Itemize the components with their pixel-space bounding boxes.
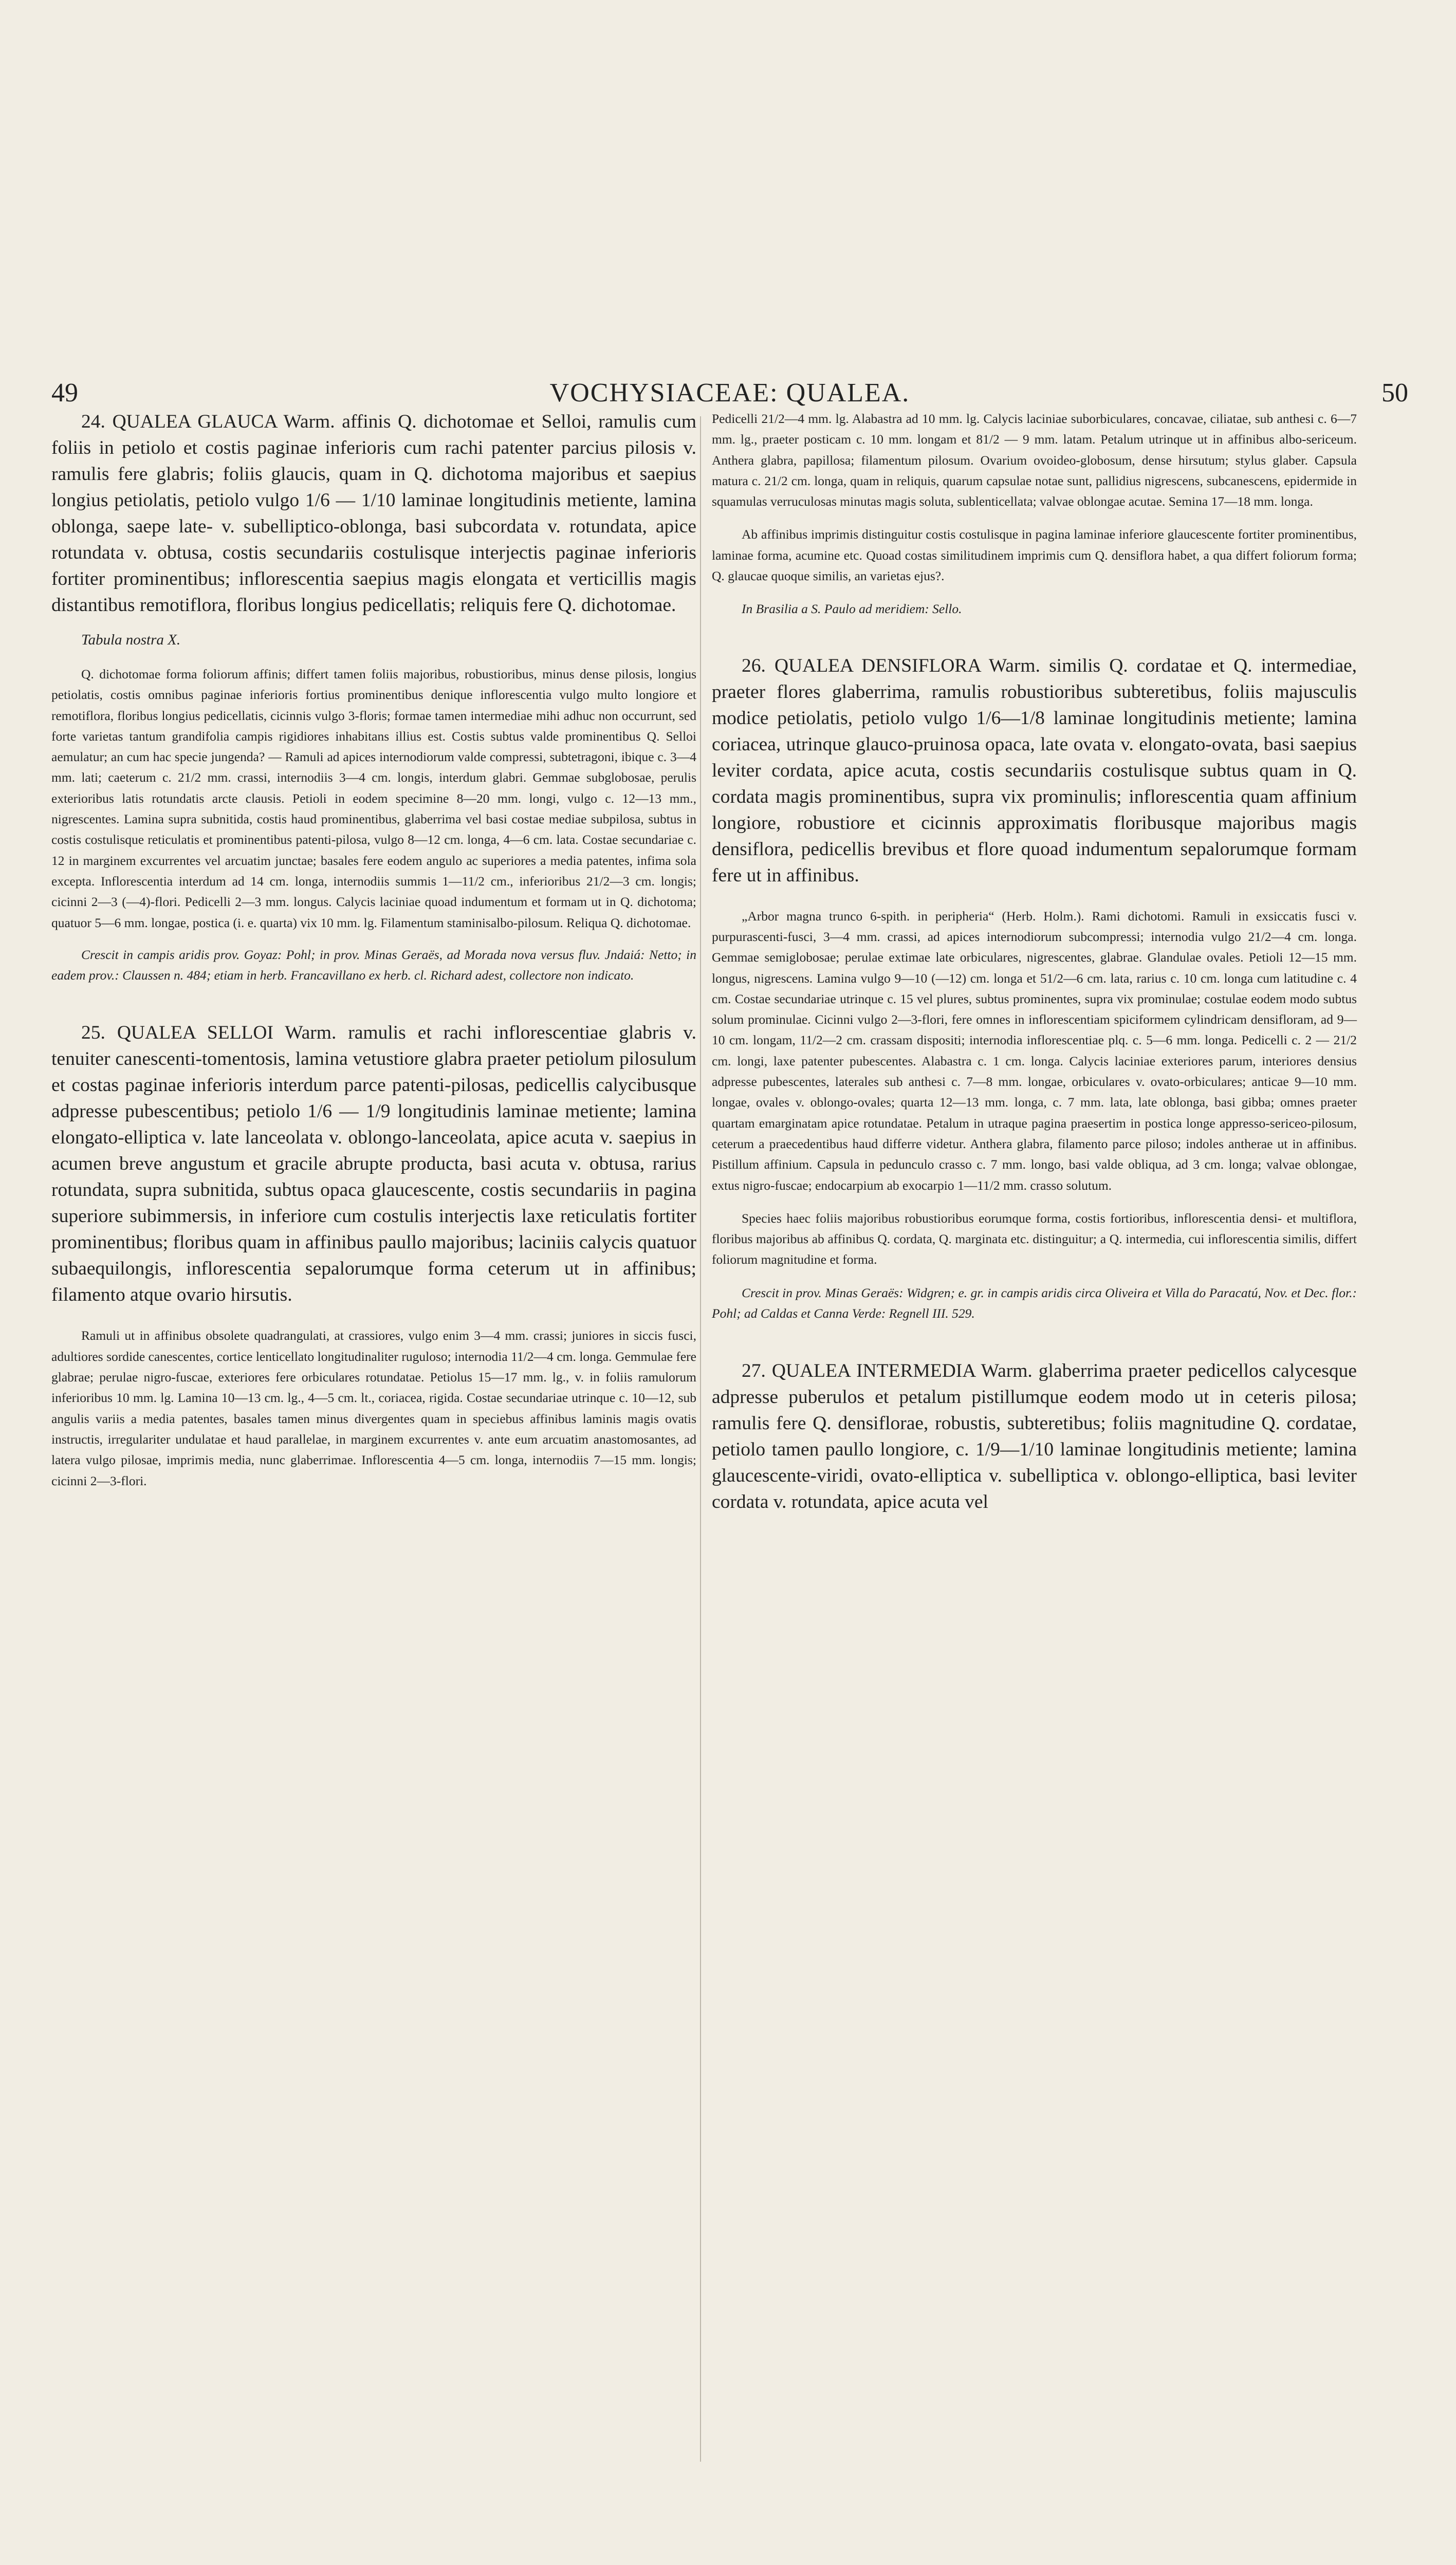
species-27-description: 27. QUALEA INTERMEDIA Warm. glaberrima praeter pedicellos calycesque adpresse puberulos et petalum pistillumque eodem modo ut in ceteris pilosa; ramulis fere Q. densiflorae, robustis, subteretibus; foliis magnitudine Q. cordatae, petiolo tamen paullo longiore, c. 1/9—1/10 laminae longitudinis metiente; lamina glaucescente-viridi, ovato-elliptica v. subelliptica v. oblongo-elliptica, basi leviter cordata v. rotundata, apice acuta vel	[712, 1360, 1357, 1513]
page-number-left: 49	[51, 378, 78, 408]
page-header	[51, 378, 1408, 409]
species-24-description: 24. QUALEA GLAUCA Warm. affinis Q. dichotomae et Selloi, ramulis cum foliis in petiolo et costis paginae inferioris cum rachi patenter parcius pilosis v. ramulis fere glabris; foliis glaucis, quam in Q. dichotoma majoribus et saepius longius petiolatis, petiolo vulgo 1/6 — 1/10 laminae longitudinis metiente, lamina oblonga, saepe late- v. subelliptico-oblonga, basi subcordata v. rotundata, apice rotundata v. obtusa, costis secundariis costulisque interjectis paginae inferioris fortiter prominentibus; inflorescentia saepius magis elongata et verticillis magis distantibus remotiflora, floribus longius pedicellatis; reliquis fere Q. dichotomae.	[51, 411, 696, 616]
column-divider	[700, 416, 701, 2462]
species-26-remarks: Species haec foliis majoribus robustioribus eorumque forma, costis fortioribus, inflorescentia densi- et multiflora, floribus majoribus ab affinibus Q. cordata, Q. marginata etc. distinguitur; a Q. intermedia, cui inflorescentia similis, differt foliorum magnitudine et forma.	[712, 1210, 1357, 1267]
species-26-habitat: Crescit in prov. Minas Geraës: Widgren; e. gr. in campis aridis circa Oliveira et Villa do Paracatú, Nov. et Dec. flor.: Pohl; ad Caldas et Canna Verde: Regnell III. 529.	[712, 1285, 1357, 1321]
species-25-habitat: In Brasilia a S. Paulo ad meridiem: Sello.	[742, 601, 962, 617]
species-26-notes: „Arbor magna trunco 6-spith. in peripheria“ (Herb. Holm.). Rami dichotomi. Ramuli in exsiccatis fusci v. purpurascenti-fusci, 3—4 mm. crassi, ad apices internodiorum subcompressi; internodia vulgo 21/2—4 cm. longa. Gemmae semiglobosae; perulae extimae late orbiculares, nigrescentes, glabrae. Glandulae ovales. Petioli 12—15 mm. longus, nigrescens. Lamina vulgo 9—10 (—12) cm. longa et 51/2—6 cm. lata, rarius c. 10 cm. longa cum latitudine c. 4 cm. Costae secundariae utrinque c. 15 vel plures, subtus prominentes, supra vix prominulae; costulae eodem modo subtus solum prominulae. Cicinni vulgo 2—3-flori, fere omnes in inflorescentiam spiciformem cylindricam densifloram, ad 9—10 cm. longam, 11/2—2 cm. crassam dispositi; internodia inflorescentiae plq. c. 5—6 mm. longa. Pedicelli c. 2 — 21/2 cm. longi, laxe patenter pubescentes. Alabastra c. 1 cm. longa. Calycis laciniae exteriores parum, interiores densius adpresse pubescentes, laterales sub anthesi c. 7—8 mm. longae, orbiculares v. ovato-orbiculares; anticae 9—10 mm. longae, ovales v. oblongo-ovales; quarta 12—13 mm. longa, c. 7 mm. lata, late oblonga, basi gibba; omnes praeter quartam emarginatam apice rotundatae. Petalum in utraque pagina praesertim in postica longe appresso-sericeo-pilosum, ceterum a praecedentibus haud differre videtur. Anthera glabra, filamento parce piloso; indoles antherae ut in affinibus. Pistillum affinium. Capsula in pedunculo crasso c. 7 mm. longo, basi valde obliqua, ad 3 cm. longa; valvae oblongae, extus nigro-fuscae; endocarpium ab exocarpio 1—11/2 mm. crasso solutum.	[712, 908, 1357, 1193]
right-column	[712, 409, 1357, 1515]
species-25-notes: Ramuli ut in affinibus obsolete quadrangulati, at crassiores, vulgo enim 3—4 mm. crassi; juniores in siccis fusci, adultiores sordide canescentes, cortice lenticellato longitudinaliter ruguloso; internodia 11/2—4 cm. longa. Gemmulae fere glabrae; perulae nigro-fuscae, exteriores fere orbiculares rotundatae. Petiolus 15—17 mm. lg., v. in foliis ramulorum inferioribus 10 mm. lg. Lamina 10—13 cm. lg., 4—5 cm. lt., coriacea, rigida. Costae secundariae utrinque c. 10—12, sub angulis variis a media patentes, basales tamen minus divergentes quam in speciebus affinibus laminis magis ovatis instructis, irregulariter undulatae et haud parallelae, in marginem excurrentes v. ante eum arcuatim anastomosantes, ad latera vulgo pilosae, imprimis media, nunc glaberrimae. Inflorescentia 4—5 cm. longa, internodiis 7—15 mm. longis; cicinni 2—3-flori.	[51, 1328, 696, 1488]
left-column	[51, 409, 696, 1491]
species-25-remarks: Ab affinibus imprimis distinguitur costis costulisque in pagina laminae inferiore glaucescente fortiter prominentibus, laminae forma, acumine etc. Quoad costas similitudinem imprimis cum Q. densiflora habet, a qua differt foliorum forma; Q. glaucae quoque similis, an varietas ejus?.	[712, 527, 1357, 584]
plate-reference: Tabula nostra X.	[81, 632, 181, 648]
page-number-right: 50	[1381, 378, 1408, 408]
species-26-description: 26. QUALEA DENSIFLORA Warm. similis Q. cordatae et Q. intermediae, praeter flores glaberrima, ramulis robustioribus subteretibus, foliis majusculis modice petiolatis, petiolo vulgo 1/6—1/8 laminae longitudinis metiente; lamina coriacea, utrinque glauco-pruinosa opaca, late ovata v. elongato-ovata, basi saepius leviter cordata, apice acuta, costis secundariis costulisque subtus quam in Q. cordata magis prominentibus, supra vix prominulis; inflorescentia quam affinium longiore, robustiore et cicinnis approximatis floribusque majoribus magis densiflora, pedicellis brevibus et flore quoad indumentum sepalorumque formam fere ut in affinibus.	[712, 655, 1357, 886]
species-25-notes-continued: Pedicelli 21/2—4 mm. lg. Alabastra ad 10 mm. lg. Calycis laciniae suborbiculares, concavae, ciliatae, sub anthesi c. 6—7 mm. lg., praeter posticam c. 10 mm. longam et 81/2 — 9 mm. latam. Petalum utrinque ut in affinibus albo-sericeum. Anthera glabra, papillosa; filamentum pilosum. Ovarium ovoideo-globosum, dense hirsutum; stylus glaber. Capsula matura c. 21/2 cm. longa, quam in reliquis, quarum capsulae notae sunt, pallidius nigrescens, subcanescens, epidermide in squamulas verruculosas minutas magis soluta, sublenticellata; valvae oblongae acutae. Semina 17—18 mm. longa.	[712, 411, 1357, 509]
species-25-description: 25. QUALEA SELLOI Warm. ramulis et rachi inflorescentiae glabris v. tenuiter canescenti-tomentosis, lamina vetustiore glabra praeter petiolum pilosulum et costas paginae inferioris interdum parce patenti-pilosas, pedicellis calycibusque adpresse pubescentibus; petiolo 1/6 — 1/9 longitudinis laminae metiente; lamina elongato-elliptica v. late lanceolata v. oblongo-lanceolata, apice acuta v. saepius in acumen breve angustum et gracile abrupte producta, basi acuta v. obtusa, rarius rotundata, supra subnitida, subtus opaca glaucescente, costis secundariis in pagina superiore subimmersis, in inferiore cum costulis interjectis laxe reticulatis fortiter prominentibus; floribus quam in affinibus paullo majoribus; laciniis calycis quatuor subaequilongis, inflorescentia sepalorumque forma ceterum ut in affinibus; filamento atque ovario hirsutis.	[51, 1022, 696, 1306]
species-24-notes: Q. dichotomae forma foliorum affinis; differt tamen foliis majoribus, robustioribus, minus dense pilosis, longius petiolatis, costis omnibus paginae inferioris fortius prominentibus denique inflorescentia vulgo multo longiore et remotiflora, floribus longius pedicellatis, cicinnis vulgo 3-floris; formae tamen intermediae mihi adhuc non occurrunt, sed forte varietas tantum grandifolia campis rigidiores inhabitans illius est. Costis subtus valde prominentibus Q. Selloi aemulatur; an cum hac specie jungenda? — Ramuli ad apices internodiorum valde compressi, subtetragoni, ibique c. 3—4 mm. lati; caeterum c. 21/2 mm. crassi, internodiis 3—4 cm. longis, interdum glabri. Gemmae subglobosae, perulis exterioribus latis rotundatis arcte clausis. Petioli in eodem specimine 8—20 mm. longi, vulgo c. 12—13 mm., nigrescentes. Lamina supra subnitida, costis haud prominentibus, glaberrima vel basi costae mediae subpilosa, subtus in costis costulisque reticulatis et prominentibus patenti-pilosa, vulgo 8—12 cm. longa, 4—6 cm. lata. Costae secundariae c. 12 in marginem excurrentes vel arcuatim junctae; basales fere eodem angulo ac superiores a media patentes, infima sola excepta. Inflorescentia interdum ad 14 cm. longa, internodiis summis 1—11/2 cm., inferioribus 21/2—3 cm. longis; cicinni 2—3 (—4)-flori. Pedicelli 2—3 mm. longus. Calycis laciniae quoad indumentum et formam ut in Q. dichotoma; quatuor 5—6 mm. longae, postica (i. e. quarta) vix 10 mm. lg. Filamentum staminisalbo-pilosum. Reliqua Q. dichotomae.	[51, 667, 696, 930]
species-24-habitat: Crescit in campis aridis prov. Goyaz: Pohl; in prov. Minas Geraës, ad Morada nova versus fluv. Jndaiá: Netto; in eadem prov.: Claussen n. 484; etiam in herb. Francavillano ex herb. cl. Richard adest, collectore non indicato.	[51, 947, 696, 983]
running-title: VOCHYSIACEAE: QUALEA.	[549, 378, 910, 408]
